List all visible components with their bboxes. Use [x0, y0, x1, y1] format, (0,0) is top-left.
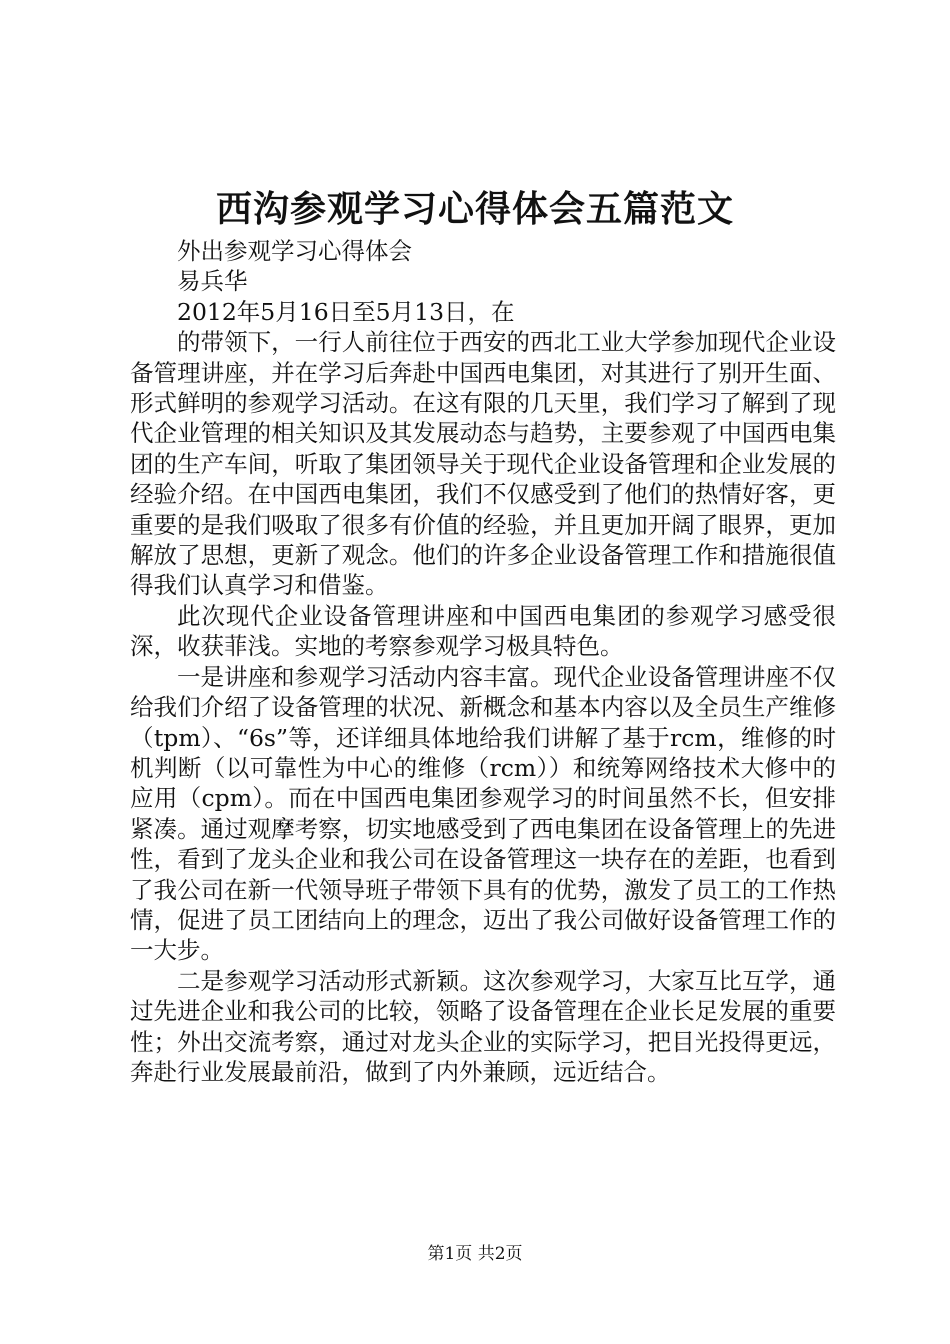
paragraph-body: 二是参观学习活动形式新颖。这次参观学习，大家互比互学，通过先进企业和我公司的比较，领略了设备管理在企业长足发展的重要性；外出交流考察，通过对龙头企业的实际学习，把目光投得更远，奔赴行业发展最前沿，做到了内外兼顾，远近结合。	[130, 966, 836, 1086]
paragraph-body: 此次现代企业设备管理讲座和中国西电集团的参观学习感受很深，收获菲浅。实地的考察参观学习极具特色。	[130, 601, 836, 661]
document-title: 西沟参观学习心得体会五篇范文	[215, 188, 734, 230]
paragraph-subtitle: 外出参观学习心得体会	[177, 237, 412, 265]
paragraph-body: 一是讲座和参观学习活动内容丰富。现代企业设备管理讲座不仅给我们介绍了设备管理的状况、新概念和基本内容以及全员生产维修（tpm）、“6s”等，还详细具体地给我们讲解了基于rcm，维修的时机判断（以可靠性为中心的维修（rcm））和统筹网络技术大修中的应用（cpm）。而在中国西电集团参观学习的时间虽然不长，但安排紧凑。通过观摩考察，切实地感受到了西电集团在设备管理上的先进性，看到了龙头企业和我公司在设备管理这一块存在的差距，也看到了我公司在新一代领导班子带领下具有的优势，激发了员工的工作热情，促进了员工团结向上的理念，迈出了我公司做好设备管理工作的一大步。	[130, 662, 836, 965]
document-body	[130, 236, 836, 1087]
paragraph-author: 易兵华	[177, 267, 248, 296]
paragraph-date: 2012年5月16日至5月13日，在	[177, 297, 515, 326]
page-number-footer: 第1页 共2页	[427, 1244, 523, 1264]
paragraph-body: 的带领下，一行人前往位于西安的西北工业大学参加现代企业设备管理讲座，并在学习后奔赴中国西电集团，对其进行了别开生面、形式鲜明的参观学习活动。在这有限的几天里，我们学习了解到了现代企业管理的相关知识及其发展动态与趋势，主要参观了中国西电集团的生产车间，听取了集团领导关于现代企业设备管理和企业发展的经验介绍。在中国西电集团，我们不仅感受到了他们的热情好客，更重要的是我们吸取了很多有价值的经验，并且更加开阔了眼界，更加解放了思想，更新了观念。他们的许多企业设备管理工作和措施很值得我们认真学习和借鉴。	[130, 328, 836, 600]
